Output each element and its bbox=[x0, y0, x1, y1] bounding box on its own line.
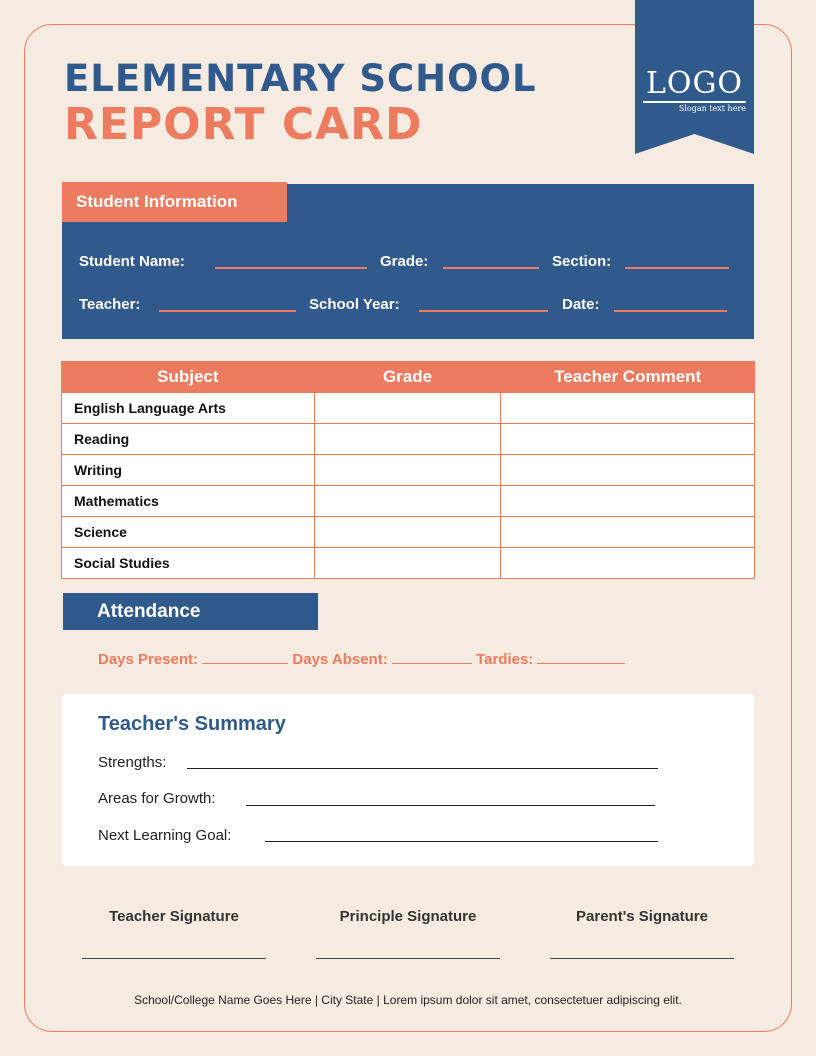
header-teacher-comment: Teacher Comment bbox=[501, 362, 755, 393]
grades-table bbox=[61, 361, 755, 579]
subject-cell: Mathematics bbox=[62, 486, 315, 517]
teacher-label: Teacher: bbox=[79, 296, 141, 313]
section-field[interactable] bbox=[625, 267, 729, 269]
subject-cell: Science bbox=[62, 517, 315, 548]
student-name-label: Student Name: bbox=[79, 253, 185, 270]
date-label: Date: bbox=[562, 296, 600, 313]
comment-cell[interactable] bbox=[501, 517, 755, 548]
comment-cell[interactable] bbox=[501, 486, 755, 517]
title-line-2: REPORT CARD bbox=[64, 99, 423, 150]
attendance-fields bbox=[98, 650, 625, 668]
days-present-field[interactable] bbox=[202, 650, 288, 664]
student-info-heading: Student Information bbox=[62, 182, 287, 222]
teacher-field[interactable] bbox=[159, 310, 296, 312]
table-row bbox=[62, 424, 755, 455]
goal-label: Next Learning Goal: bbox=[98, 827, 232, 844]
teacher-signature-field[interactable] bbox=[82, 958, 266, 959]
table-row bbox=[62, 548, 755, 579]
days-present-label: Days Present: bbox=[98, 651, 199, 668]
grade-cell[interactable] bbox=[314, 393, 501, 424]
subject-cell: Writing bbox=[62, 455, 315, 486]
days-absent-label: Days Absent: bbox=[292, 651, 388, 668]
header-subject: Subject bbox=[62, 362, 315, 393]
subject-cell: Reading bbox=[62, 424, 315, 455]
title-line-1: ELEMENTARY SCHOOL bbox=[64, 57, 537, 100]
tardies-label: Tardies: bbox=[476, 651, 534, 668]
goal-field[interactable] bbox=[265, 841, 658, 842]
growth-label: Areas for Growth: bbox=[98, 790, 216, 807]
parent-signature-field[interactable] bbox=[550, 958, 734, 959]
principle-signature-field[interactable] bbox=[316, 958, 500, 959]
days-absent-field[interactable] bbox=[392, 650, 472, 664]
table-row bbox=[62, 486, 755, 517]
summary-heading: Teacher's Summary bbox=[98, 713, 286, 735]
logo-slogan: Slogan text here bbox=[678, 104, 746, 113]
grade-cell[interactable] bbox=[314, 517, 501, 548]
logo: LOGO bbox=[645, 66, 744, 101]
principle-signature-label: Principle Signature bbox=[339, 908, 477, 925]
comment-cell[interactable] bbox=[501, 393, 755, 424]
comment-cell[interactable] bbox=[501, 424, 755, 455]
table-row bbox=[62, 455, 755, 486]
comment-cell[interactable] bbox=[501, 548, 755, 579]
school-year-field[interactable] bbox=[419, 310, 548, 312]
table-row bbox=[62, 393, 755, 424]
grade-cell[interactable] bbox=[314, 486, 501, 517]
comment-cell[interactable] bbox=[501, 455, 755, 486]
school-year-label: School Year: bbox=[309, 296, 400, 313]
grade-field[interactable] bbox=[443, 267, 539, 269]
attendance-heading: Attendance bbox=[63, 593, 318, 630]
strengths-field[interactable] bbox=[187, 768, 658, 769]
footer-text: School/College Name Goes Here | City State | Lorem ipsum dolor sit amet, consectetuer adipiscing elit. bbox=[134, 993, 682, 1007]
grade-cell[interactable] bbox=[314, 455, 501, 486]
grade-cell[interactable] bbox=[314, 548, 501, 579]
grade-label: Grade: bbox=[380, 253, 429, 270]
subject-cell: Social Studies bbox=[62, 548, 315, 579]
student-name-field[interactable] bbox=[215, 267, 367, 269]
logo-underline bbox=[643, 101, 746, 103]
date-field[interactable] bbox=[614, 310, 727, 312]
parent-signature-label: Parent's Signature bbox=[576, 908, 708, 925]
tardies-field[interactable] bbox=[537, 650, 625, 664]
section-label: Section: bbox=[552, 253, 612, 270]
teacher-signature-label: Teacher Signature bbox=[109, 908, 239, 925]
table-row bbox=[62, 517, 755, 548]
header-grade: Grade bbox=[314, 362, 501, 393]
strengths-label: Strengths: bbox=[98, 754, 167, 771]
grade-cell[interactable] bbox=[314, 424, 501, 455]
subject-cell: English Language Arts bbox=[62, 393, 315, 424]
growth-field[interactable] bbox=[246, 805, 655, 806]
